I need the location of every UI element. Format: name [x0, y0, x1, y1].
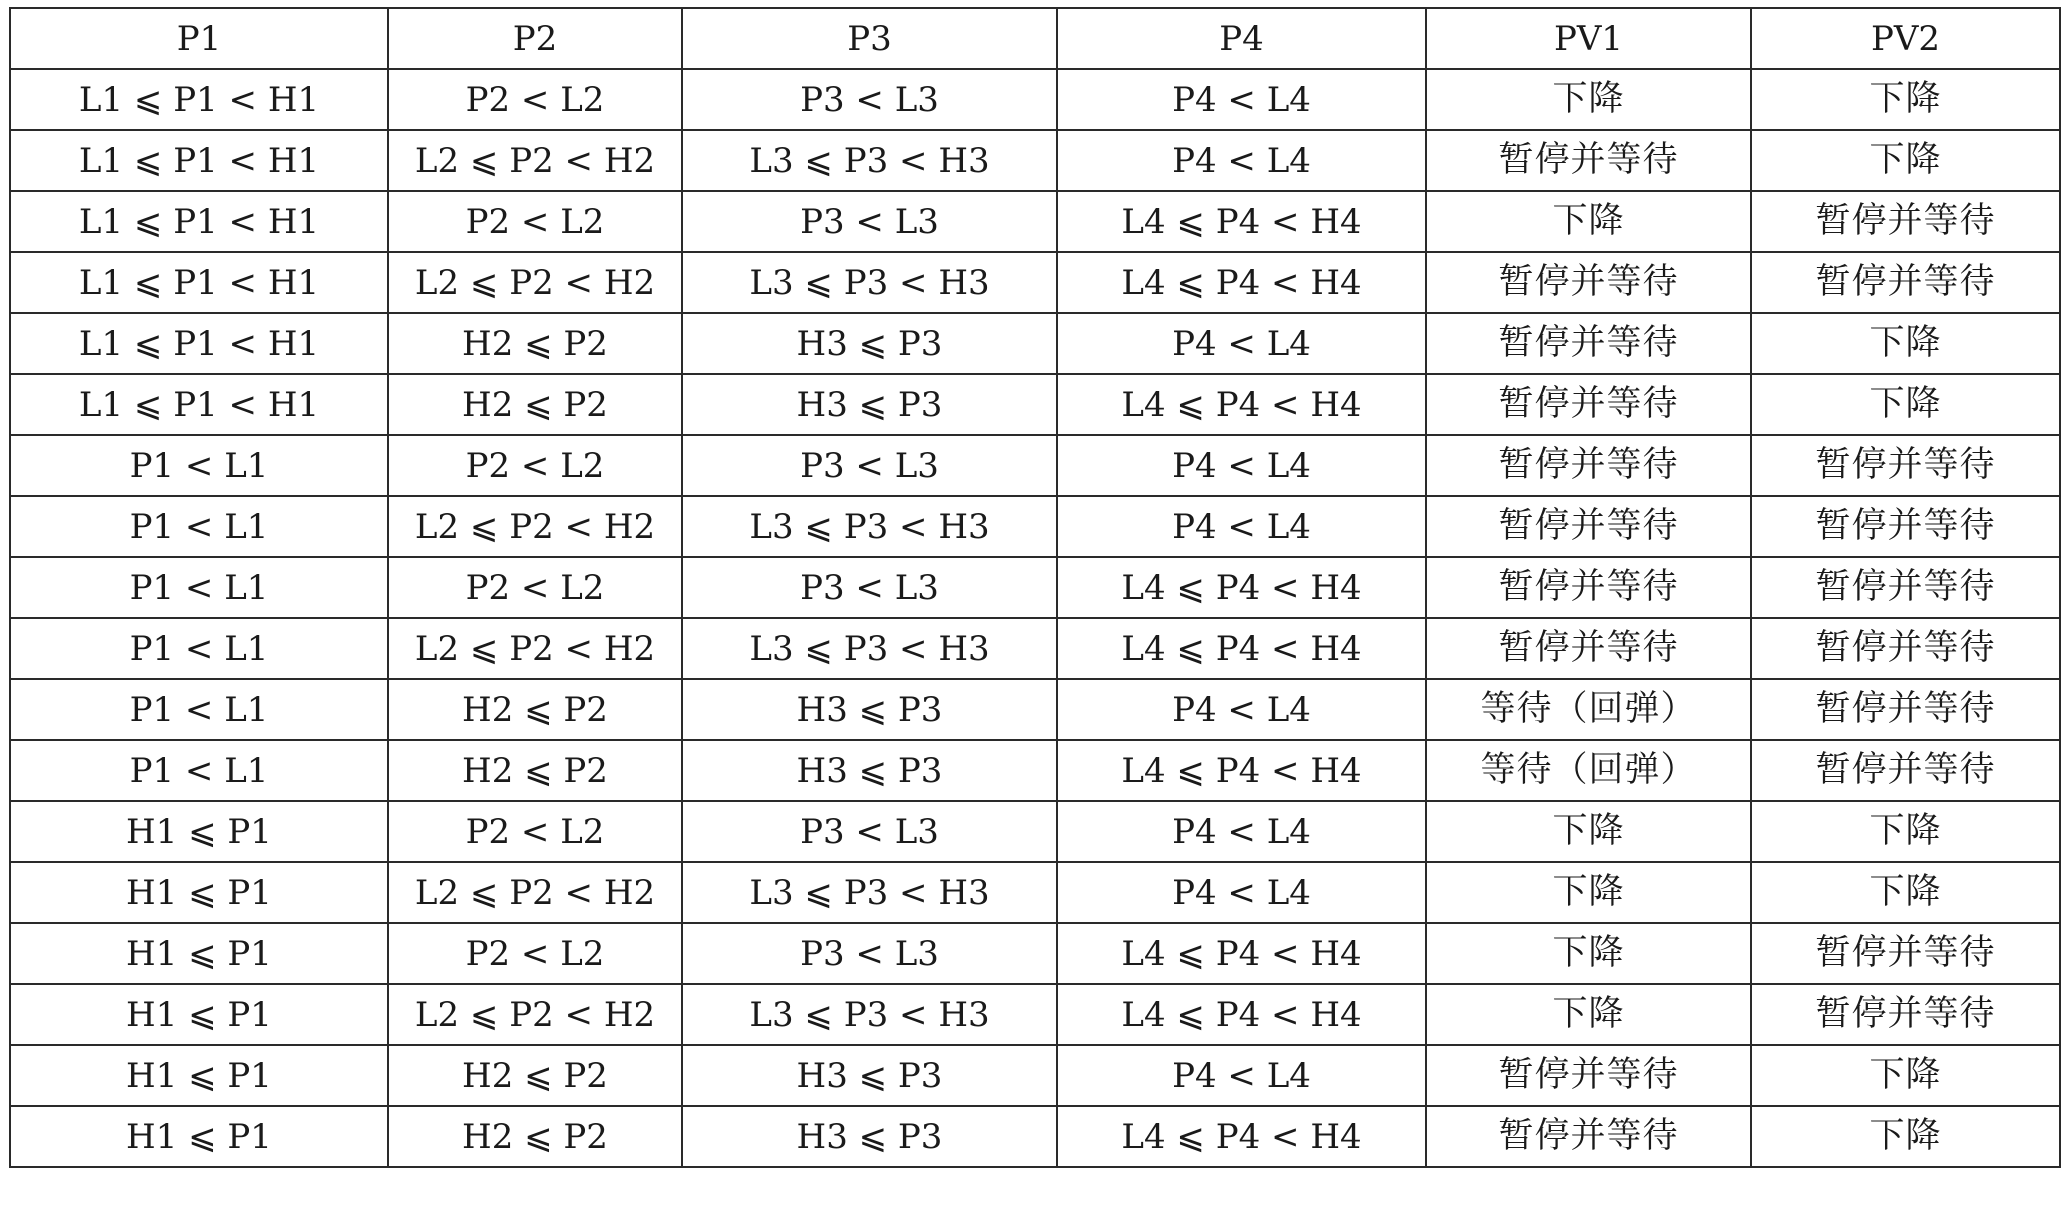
table-cell-pv1: 下降	[1426, 191, 1751, 252]
table-cell-p1: H1 ⩽ P1	[10, 984, 388, 1045]
table-cell-pv2: 暂停并等待	[1751, 923, 2060, 984]
table-cell-p2: H2 ⩽ P2	[388, 740, 682, 801]
table-cell-p3: H3 ⩽ P3	[682, 1045, 1057, 1106]
table-row	[10, 252, 2060, 313]
table-cell-p3: H3 ⩽ P3	[682, 740, 1057, 801]
table-cell-p3: L3 ⩽ P3 < H3	[682, 862, 1057, 923]
table-row	[10, 191, 2060, 252]
table-cell-p3: P3 < L3	[682, 435, 1057, 496]
table-cell-p2: H2 ⩽ P2	[388, 313, 682, 374]
table-cell-p1: P1 < L1	[10, 557, 388, 618]
table-cell-p2: H2 ⩽ P2	[388, 1106, 682, 1167]
table-cell-p1: P1 < L1	[10, 618, 388, 679]
table-cell-p2: P2 < L2	[388, 191, 682, 252]
table-row	[10, 862, 2060, 923]
table-row	[10, 923, 2060, 984]
table-cell-pv1: 下降	[1426, 862, 1751, 923]
table-row	[10, 496, 2060, 557]
table-cell-pv1: 暂停并等待	[1426, 618, 1751, 679]
table-cell-p4: P4 < L4	[1057, 801, 1426, 862]
table-cell-p4: L4 ⩽ P4 < H4	[1057, 984, 1426, 1045]
condition-table-wrapper	[9, 7, 2059, 1168]
table-body	[10, 69, 2060, 1167]
table-cell-p1: L1 ⩽ P1 < H1	[10, 130, 388, 191]
table-cell-p1: H1 ⩽ P1	[10, 923, 388, 984]
table-cell-p3: L3 ⩽ P3 < H3	[682, 984, 1057, 1045]
table-cell-p1: P1 < L1	[10, 679, 388, 740]
table-cell-p3: P3 < L3	[682, 801, 1057, 862]
table-cell-p1: P1 < L1	[10, 435, 388, 496]
table-cell-p3: H3 ⩽ P3	[682, 313, 1057, 374]
table-cell-p4: P4 < L4	[1057, 313, 1426, 374]
table-cell-p2: L2 ⩽ P2 < H2	[388, 984, 682, 1045]
table-cell-pv2: 暂停并等待	[1751, 740, 2060, 801]
table-cell-pv1: 暂停并等待	[1426, 130, 1751, 191]
table-cell-pv2: 下降	[1751, 374, 2060, 435]
table-cell-pv2: 暂停并等待	[1751, 984, 2060, 1045]
table-cell-p4: L4 ⩽ P4 < H4	[1057, 557, 1426, 618]
table-cell-p4: P4 < L4	[1057, 1045, 1426, 1106]
table-row	[10, 435, 2060, 496]
table-cell-pv2: 下降	[1751, 69, 2060, 130]
table-row	[10, 313, 2060, 374]
header-row	[10, 8, 2060, 69]
table-row	[10, 1045, 2060, 1106]
table-cell-p2: P2 < L2	[388, 801, 682, 862]
header-cell-p3: P3	[682, 8, 1057, 69]
table-cell-pv1: 暂停并等待	[1426, 1106, 1751, 1167]
table-cell-p2: P2 < L2	[388, 923, 682, 984]
table-cell-pv1: 等待（回弹）	[1426, 740, 1751, 801]
table-cell-p1: P1 < L1	[10, 740, 388, 801]
table-cell-pv1: 暂停并等待	[1426, 1045, 1751, 1106]
table-cell-pv2: 暂停并等待	[1751, 496, 2060, 557]
table-cell-p3: L3 ⩽ P3 < H3	[682, 496, 1057, 557]
table-cell-p1: H1 ⩽ P1	[10, 1045, 388, 1106]
table-cell-p2: H2 ⩽ P2	[388, 1045, 682, 1106]
table-row	[10, 1106, 2060, 1167]
table-cell-p4: P4 < L4	[1057, 862, 1426, 923]
table-cell-p2: H2 ⩽ P2	[388, 679, 682, 740]
table-cell-p2: L2 ⩽ P2 < H2	[388, 130, 682, 191]
condition-table	[9, 7, 2061, 1168]
table-cell-p1: P1 < L1	[10, 496, 388, 557]
table-cell-pv1: 暂停并等待	[1426, 557, 1751, 618]
table-cell-p2: L2 ⩽ P2 < H2	[388, 496, 682, 557]
table-cell-pv2: 暂停并等待	[1751, 557, 2060, 618]
table-cell-pv2: 下降	[1751, 313, 2060, 374]
table-cell-p3: P3 < L3	[682, 923, 1057, 984]
table-cell-p2: H2 ⩽ P2	[388, 374, 682, 435]
table-cell-pv1: 暂停并等待	[1426, 313, 1751, 374]
table-cell-p4: L4 ⩽ P4 < H4	[1057, 923, 1426, 984]
table-cell-p4: L4 ⩽ P4 < H4	[1057, 1106, 1426, 1167]
table-cell-pv1: 下降	[1426, 801, 1751, 862]
table-cell-p1: H1 ⩽ P1	[10, 801, 388, 862]
table-cell-p3: P3 < L3	[682, 557, 1057, 618]
table-cell-pv2: 下降	[1751, 1045, 2060, 1106]
table-row	[10, 557, 2060, 618]
table-cell-p2: L2 ⩽ P2 < H2	[388, 618, 682, 679]
table-cell-pv2: 暂停并等待	[1751, 191, 2060, 252]
table-cell-p1: L1 ⩽ P1 < H1	[10, 252, 388, 313]
table-cell-p2: P2 < L2	[388, 69, 682, 130]
table-cell-p3: L3 ⩽ P3 < H3	[682, 618, 1057, 679]
table-cell-p4: P4 < L4	[1057, 130, 1426, 191]
table-cell-pv1: 下降	[1426, 69, 1751, 130]
table-cell-p2: L2 ⩽ P2 < H2	[388, 862, 682, 923]
table-row	[10, 69, 2060, 130]
table-cell-p4: L4 ⩽ P4 < H4	[1057, 191, 1426, 252]
table-row	[10, 130, 2060, 191]
table-cell-p2: P2 < L2	[388, 557, 682, 618]
table-cell-pv1: 暂停并等待	[1426, 496, 1751, 557]
table-cell-p4: P4 < L4	[1057, 435, 1426, 496]
table-cell-p4: L4 ⩽ P4 < H4	[1057, 740, 1426, 801]
table-cell-pv1: 暂停并等待	[1426, 435, 1751, 496]
table-cell-pv2: 暂停并等待	[1751, 618, 2060, 679]
table-cell-pv2: 下降	[1751, 862, 2060, 923]
table-row	[10, 984, 2060, 1045]
table-row	[10, 679, 2060, 740]
table-row	[10, 618, 2060, 679]
table-cell-p4: L4 ⩽ P4 < H4	[1057, 252, 1426, 313]
table-header	[10, 8, 2060, 69]
table-cell-p1: L1 ⩽ P1 < H1	[10, 69, 388, 130]
table-cell-p4: P4 < L4	[1057, 69, 1426, 130]
table-cell-p1: L1 ⩽ P1 < H1	[10, 313, 388, 374]
header-cell-p4: P4	[1057, 8, 1426, 69]
table-cell-pv2: 暂停并等待	[1751, 679, 2060, 740]
table-cell-p1: L1 ⩽ P1 < H1	[10, 374, 388, 435]
table-cell-p3: P3 < L3	[682, 191, 1057, 252]
table-cell-pv1: 下降	[1426, 923, 1751, 984]
table-cell-p3: P3 < L3	[682, 69, 1057, 130]
header-cell-p2: P2	[388, 8, 682, 69]
header-cell-pv2: PV2	[1751, 8, 2060, 69]
table-cell-p3: H3 ⩽ P3	[682, 679, 1057, 740]
table-cell-p1: L1 ⩽ P1 < H1	[10, 191, 388, 252]
table-cell-p3: L3 ⩽ P3 < H3	[682, 252, 1057, 313]
table-cell-pv1: 等待（回弹）	[1426, 679, 1751, 740]
table-cell-p3: H3 ⩽ P3	[682, 374, 1057, 435]
table-cell-p4: L4 ⩽ P4 < H4	[1057, 374, 1426, 435]
table-cell-pv2: 下降	[1751, 130, 2060, 191]
table-cell-p4: L4 ⩽ P4 < H4	[1057, 618, 1426, 679]
table-cell-pv2: 暂停并等待	[1751, 435, 2060, 496]
table-cell-p4: P4 < L4	[1057, 496, 1426, 557]
table-cell-pv2: 暂停并等待	[1751, 252, 2060, 313]
table-cell-p3: H3 ⩽ P3	[682, 1106, 1057, 1167]
header-cell-p1: P1	[10, 8, 388, 69]
header-cell-pv1: PV1	[1426, 8, 1751, 69]
table-cell-p1: H1 ⩽ P1	[10, 862, 388, 923]
table-cell-pv2: 下降	[1751, 801, 2060, 862]
table-cell-pv1: 暂停并等待	[1426, 374, 1751, 435]
table-cell-pv2: 下降	[1751, 1106, 2060, 1167]
table-row	[10, 374, 2060, 435]
table-cell-pv1: 暂停并等待	[1426, 252, 1751, 313]
table-cell-p2: P2 < L2	[388, 435, 682, 496]
table-cell-p1: H1 ⩽ P1	[10, 1106, 388, 1167]
table-cell-p3: L3 ⩽ P3 < H3	[682, 130, 1057, 191]
table-cell-p4: P4 < L4	[1057, 679, 1426, 740]
table-cell-p2: L2 ⩽ P2 < H2	[388, 252, 682, 313]
table-row	[10, 801, 2060, 862]
table-row	[10, 740, 2060, 801]
table-cell-pv1: 下降	[1426, 984, 1751, 1045]
